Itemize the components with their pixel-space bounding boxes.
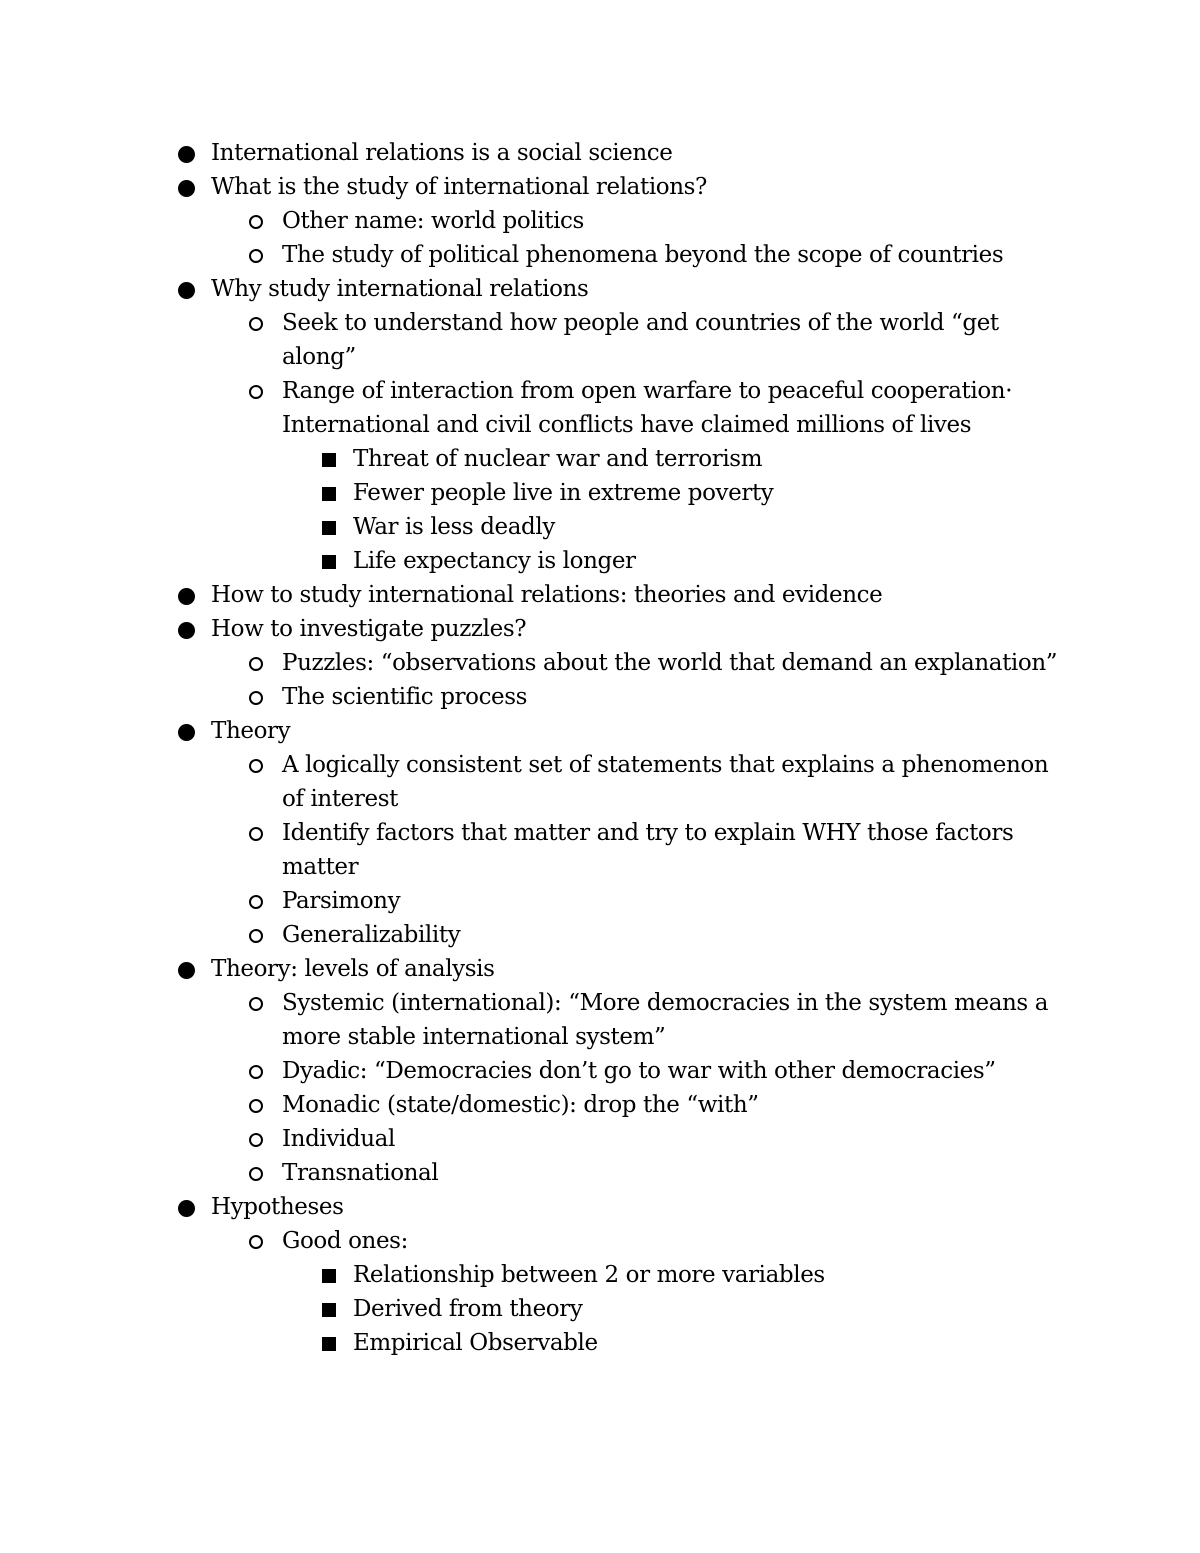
outline-item-level-1 <box>0 816 1062 884</box>
outline-item-level-1 <box>0 204 1062 238</box>
circle-bullet-icon <box>249 249 263 263</box>
bullet-outline <box>0 136 1200 1360</box>
outline-item-text: Good ones: <box>282 1228 408 1254</box>
outline-item-text: War is less deadly <box>353 514 555 540</box>
circle-bullet-icon <box>249 1133 263 1147</box>
outline-item-level-0 <box>0 136 1091 170</box>
outline-item-text: Fewer people live in extreme poverty <box>353 480 774 506</box>
outline-item-text: Transnational <box>282 1160 439 1186</box>
outline-item-level-2 <box>0 476 1053 510</box>
outline-item-text: Why study international relations <box>211 276 589 302</box>
square-bullet-icon <box>322 1337 336 1351</box>
circle-bullet-icon <box>249 385 263 399</box>
circle-bullet-icon <box>249 827 263 841</box>
outline-item-level-0 <box>0 578 1091 612</box>
outline-item-level-1 <box>0 306 1062 374</box>
outline-item-level-1 <box>0 918 1062 952</box>
outline-item-text: A logically consistent set of statements that explains a phenomenon of interest <box>282 752 1049 812</box>
circle-bullet-icon <box>249 1235 263 1249</box>
disc-bullet-icon <box>178 282 195 299</box>
outline-item-text: Threat of nuclear war and terrorism <box>353 446 763 472</box>
outline-item-level-1 <box>0 748 1062 816</box>
outline-item-text: Hypotheses <box>211 1194 344 1220</box>
outline-item-text: Empirical Observable <box>353 1330 598 1356</box>
outline-item-level-1 <box>0 374 1062 442</box>
outline-item-level-1 <box>0 238 1062 272</box>
outline-item-level-1 <box>0 884 1062 918</box>
outline-item-text: Seek to understand how people and countries of the world “get along” <box>282 310 999 370</box>
outline-item-text: Theory: levels of analysis <box>211 956 495 982</box>
outline-item-text: The scientific process <box>282 684 528 710</box>
outline-item-text: What is the study of international relations? <box>211 174 707 200</box>
square-bullet-icon <box>322 453 336 467</box>
outline-item-text: Dyadic: “Democracies don’t go to war with other democracies” <box>282 1058 996 1084</box>
circle-bullet-icon <box>249 895 263 909</box>
outline-item-level-1 <box>0 1122 1062 1156</box>
circle-bullet-icon <box>249 997 263 1011</box>
outline-item-level-2 <box>0 442 1053 476</box>
disc-bullet-icon <box>178 1200 195 1217</box>
square-bullet-icon <box>322 521 336 535</box>
outline-item-text: Identify factors that matter and try to explain WHY those factors matter <box>282 820 1014 880</box>
circle-bullet-icon <box>249 657 263 671</box>
outline-item-level-0 <box>0 612 1091 646</box>
outline-item-text: Other name: world politics <box>282 208 584 234</box>
disc-bullet-icon <box>178 724 195 741</box>
outline-item-level-2 <box>0 544 1053 578</box>
disc-bullet-icon <box>178 146 195 163</box>
circle-bullet-icon <box>249 929 263 943</box>
square-bullet-icon <box>322 487 336 501</box>
circle-bullet-icon <box>249 1167 263 1181</box>
outline-item-text: Puzzles: “observations about the world that demand an explanation” <box>282 650 1058 676</box>
outline-item-text: International relations is a social science <box>211 140 673 166</box>
outline-item-level-2 <box>0 1326 1053 1360</box>
outline-item-text: Monadic (state/domestic): drop the “with” <box>282 1092 759 1118</box>
outline-item-level-1 <box>0 986 1062 1054</box>
outline-item-level-1 <box>0 680 1062 714</box>
outline-item-text: Parsimony <box>282 888 401 914</box>
outline-item-level-2 <box>0 510 1053 544</box>
disc-bullet-icon <box>178 588 195 605</box>
circle-bullet-icon <box>249 1065 263 1079</box>
outline-item-text: Life expectancy is longer <box>353 548 636 574</box>
outline-item-level-0 <box>0 1190 1091 1224</box>
square-bullet-icon <box>322 555 336 569</box>
outline-item-level-0 <box>0 714 1091 748</box>
outline-item-text: Individual <box>282 1126 395 1152</box>
outline-item-level-1 <box>0 1224 1062 1258</box>
outline-item-text: Systemic (international): “More democracies in the system means a more stable international system” <box>282 990 1049 1050</box>
outline-item-text: How to investigate puzzles? <box>211 616 527 642</box>
outline-item-level-1 <box>0 1156 1062 1190</box>
outline-item-text: Generalizability <box>282 922 461 948</box>
circle-bullet-icon <box>249 317 263 331</box>
circle-bullet-icon <box>249 1099 263 1113</box>
outline-item-text: Range of interaction from open warfare to peaceful cooperation· International and civil conflicts have claimed millions of lives <box>282 378 1013 438</box>
square-bullet-icon <box>322 1269 336 1283</box>
outline-item-level-1 <box>0 1088 1062 1122</box>
circle-bullet-icon <box>249 759 263 773</box>
disc-bullet-icon <box>178 180 195 197</box>
outline-item-text: Derived from theory <box>353 1296 583 1322</box>
outline-item-level-2 <box>0 1292 1053 1326</box>
disc-bullet-icon <box>178 622 195 639</box>
square-bullet-icon <box>322 1303 336 1317</box>
circle-bullet-icon <box>249 215 263 229</box>
outline-item-level-1 <box>0 1054 1062 1088</box>
outline-item-text: The study of political phenomena beyond the scope of countries <box>282 242 1004 268</box>
circle-bullet-icon <box>249 691 263 705</box>
outline-item-level-1 <box>0 646 1062 680</box>
outline-item-text: Theory <box>211 718 291 744</box>
outline-item-text: How to study international relations: theories and evidence <box>211 582 883 608</box>
outline-item-level-2 <box>0 1258 1053 1292</box>
outline-item-level-0 <box>0 952 1091 986</box>
outline-item-text: Relationship between 2 or more variables <box>353 1262 825 1288</box>
outline-item-level-0 <box>0 170 1091 204</box>
outline-item-level-0 <box>0 272 1091 306</box>
disc-bullet-icon <box>178 962 195 979</box>
